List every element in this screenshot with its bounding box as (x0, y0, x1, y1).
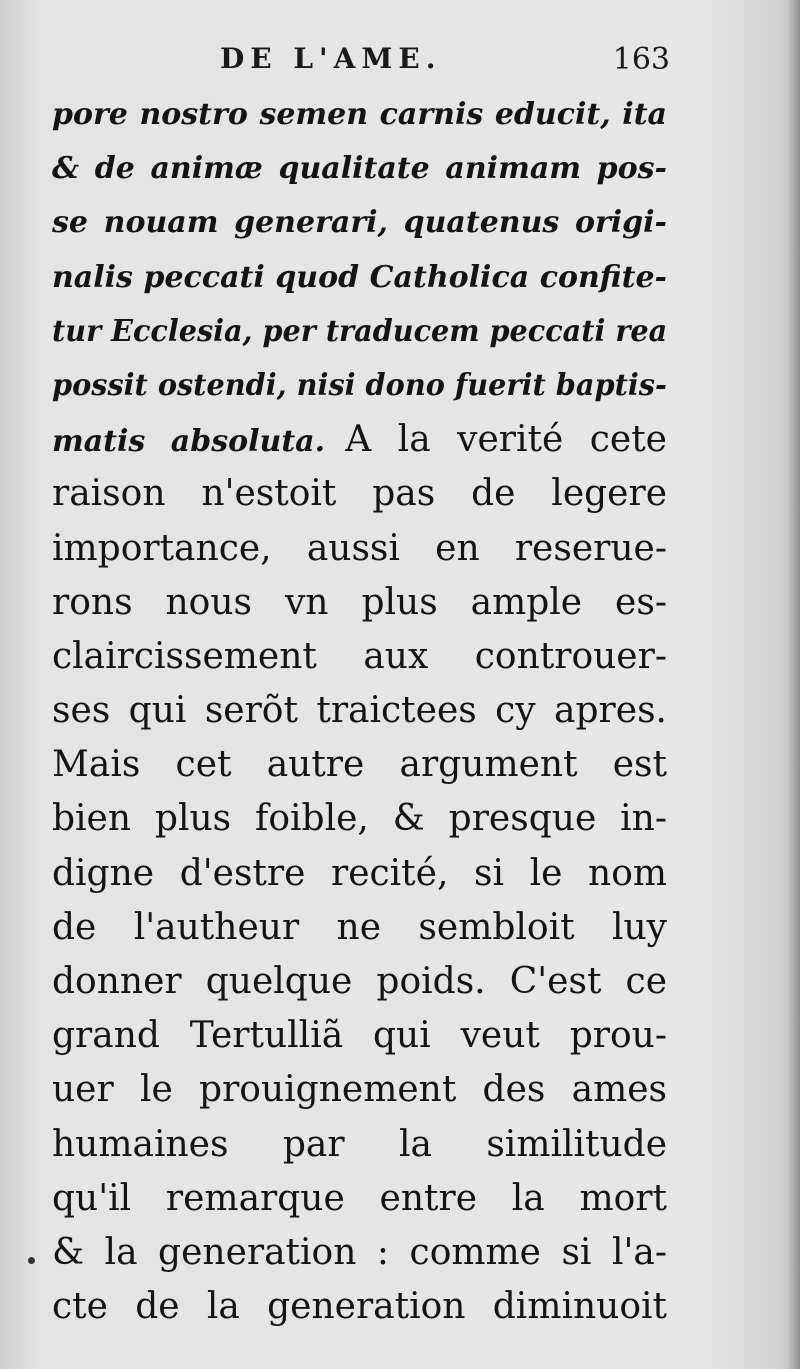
text-line: cte de la generation diminuoit (52, 1286, 667, 1328)
text-line: de l'autheur ne sembloit luy (52, 906, 667, 948)
text-line: possit ostendi, nisi dono fuerit baptis- (52, 367, 667, 403)
body-text (52, 88, 667, 1334)
text-line: qu'il remarque entre la mort (52, 1177, 667, 1219)
text-line: & de animæ qualitate animam pos- (52, 151, 667, 187)
text-line: nalis peccati quod Catholica confite- (52, 259, 667, 295)
text-line: tur Ecclesia, per traducem peccati rea (52, 313, 668, 349)
ink-speck (28, 1257, 35, 1264)
latin-quote-end: matis absoluta. (52, 424, 326, 460)
french-text-start: A la verité cete (345, 419, 667, 461)
text-line: donner quelque poids. C'est ce (52, 961, 667, 1002)
text-line: rons nous vn plus ample es- (52, 581, 667, 623)
text-line: pore nostro semen carnis educit, ita (52, 97, 667, 132)
text-line: digne d'estre recité, si le nom (52, 852, 667, 894)
text-line: se nouam generari, quatenus origi- (52, 205, 667, 241)
page-header (60, 42, 670, 88)
text-line: importance, aussi en reserue- (52, 527, 667, 569)
text-line: claircissement aux controuer- (52, 635, 667, 677)
page-number: 163 (612, 42, 670, 77)
text-line: humaines par la similitude (52, 1123, 667, 1165)
text-line: ses qui serõt traictees cy apres. (52, 690, 667, 732)
text-line: grand Tertulliã qui veut prou- (52, 1015, 667, 1057)
text-line: Mais cet autre argument est (52, 744, 667, 786)
text-line: bien plus foible, & presque in- (52, 798, 667, 840)
text-line: uer le prouignement des ames (52, 1069, 667, 1111)
text-line: raison n'estoit pas de legere (52, 473, 667, 515)
text-line-mixed (52, 413, 667, 467)
text-line: & la generation : comme si l'a- (52, 1231, 667, 1273)
page-edge-shadow (786, 0, 800, 1369)
running-title: DE L'AME. (220, 42, 442, 75)
